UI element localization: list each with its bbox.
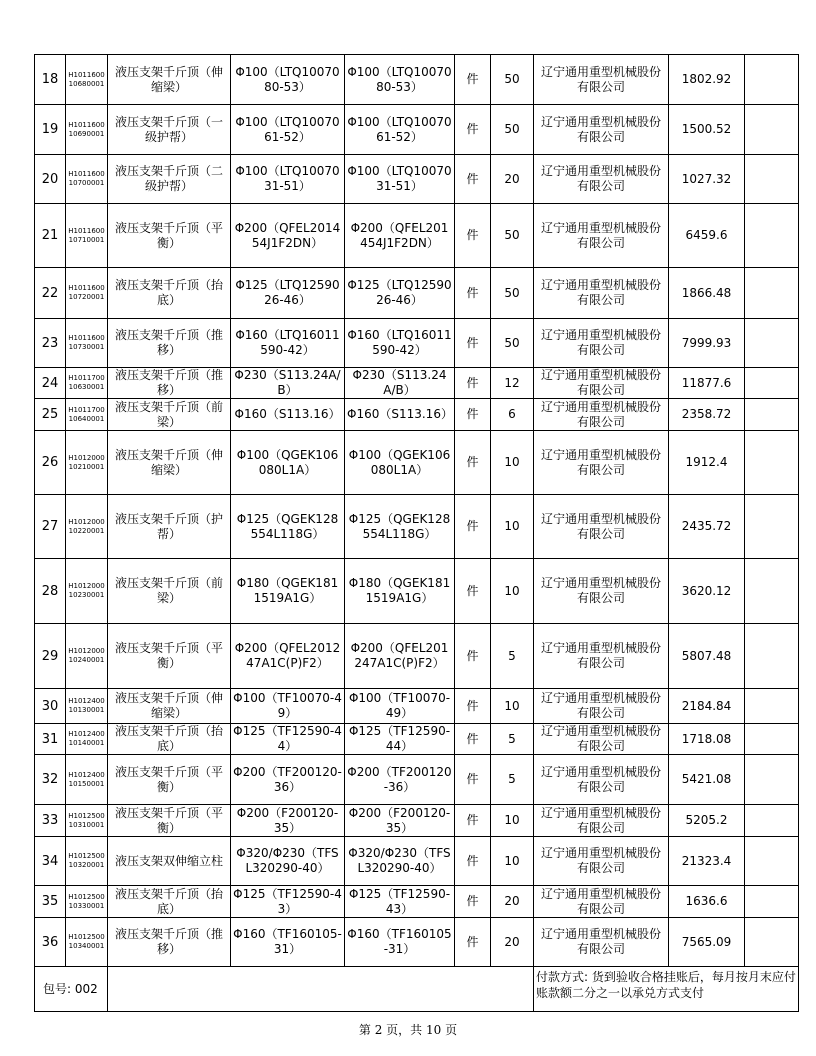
- cell-name: 液压支架千斤顶（抬底）: [108, 268, 231, 319]
- cell-qty: 20: [491, 155, 534, 204]
- cell-model: Φ160（TF160105-31）: [345, 918, 455, 967]
- cell-unit: 件: [455, 559, 491, 624]
- cell-code: H1011600 10720001: [66, 268, 108, 319]
- cell-empty: [745, 431, 799, 495]
- cell-vendor: 辽宁通用重型机械股份有限公司: [534, 918, 669, 967]
- cell-qty: 50: [491, 105, 534, 155]
- cell-name: 液压支架千斤顶（伸缩梁）: [108, 55, 231, 105]
- cell-unit: 件: [455, 724, 491, 755]
- cell-empty: [745, 724, 799, 755]
- cell-no: 23: [35, 319, 66, 368]
- cell-empty: [745, 624, 799, 689]
- table-row: [35, 559, 799, 624]
- cell-empty: [745, 559, 799, 624]
- cell-vendor: 辽宁通用重型机械股份有限公司: [534, 368, 669, 399]
- cell-price: 1718.08: [669, 724, 745, 755]
- cell-name: 液压支架千斤顶（伸缩梁）: [108, 689, 231, 724]
- cell-qty: 10: [491, 837, 534, 886]
- cell-empty: [745, 155, 799, 204]
- cell-empty: [745, 886, 799, 918]
- cell-spec: Φ320/Φ230（TFSL320290-40）: [231, 837, 345, 886]
- price-table: [34, 54, 799, 1012]
- cell-vendor: 辽宁通用重型机械股份有限公司: [534, 886, 669, 918]
- cell-vendor: 辽宁通用重型机械股份有限公司: [534, 755, 669, 805]
- table-row: [35, 886, 799, 918]
- cell-no: 33: [35, 805, 66, 837]
- cell-spec: Φ125（LTQ1259026-46）: [231, 268, 345, 319]
- cell-name: 液压支架千斤顶（一级护帮）: [108, 105, 231, 155]
- cell-name: 液压支架千斤顶（抬底）: [108, 886, 231, 918]
- cell-name: 液压支架千斤顶（推移）: [108, 918, 231, 967]
- cell-model: Φ200（TF200120-36）: [345, 755, 455, 805]
- cell-qty: 6: [491, 399, 534, 431]
- cell-spec: Φ200（F200120-35）: [231, 805, 345, 837]
- cell-no: 29: [35, 624, 66, 689]
- cell-model: Φ200（QFEL201247A1C(P)F2）: [345, 624, 455, 689]
- cell-qty: 20: [491, 918, 534, 967]
- cell-code: H1011600 10680001: [66, 55, 108, 105]
- cell-model: Φ320/Φ230（TFSL320290-40）: [345, 837, 455, 886]
- cell-no: 25: [35, 399, 66, 431]
- cell-vendor: 辽宁通用重型机械股份有限公司: [534, 268, 669, 319]
- cell-code: H1011600 10690001: [66, 105, 108, 155]
- table-body: [35, 55, 799, 967]
- cell-no: 36: [35, 918, 66, 967]
- cell-name: 液压支架双伸缩立柱: [108, 837, 231, 886]
- cell-spec: Φ100（QGEK106080L1A）: [231, 431, 345, 495]
- cell-no: 34: [35, 837, 66, 886]
- cell-vendor: 辽宁通用重型机械股份有限公司: [534, 55, 669, 105]
- cell-vendor: 辽宁通用重型机械股份有限公司: [534, 689, 669, 724]
- cell-qty: 10: [491, 689, 534, 724]
- cell-unit: 件: [455, 268, 491, 319]
- cell-empty: [745, 755, 799, 805]
- cell-code: H1012500 10330001: [66, 886, 108, 918]
- cell-vendor: 辽宁通用重型机械股份有限公司: [534, 399, 669, 431]
- cell-empty: [745, 368, 799, 399]
- cell-unit: 件: [455, 368, 491, 399]
- cell-qty: 10: [491, 495, 534, 559]
- cell-code: H1011700 10630001: [66, 368, 108, 399]
- cell-model: Φ100（TF10070-49）: [345, 689, 455, 724]
- cell-name: 液压支架千斤顶（推移）: [108, 319, 231, 368]
- cell-vendor: 辽宁通用重型机械股份有限公司: [534, 204, 669, 268]
- table-row: [35, 105, 799, 155]
- cell-empty: [745, 689, 799, 724]
- cell-model: Φ100（LTQ1007061-52）: [345, 105, 455, 155]
- cell-model: Φ125（TF12590-44）: [345, 724, 455, 755]
- cell-vendor: 辽宁通用重型机械股份有限公司: [534, 559, 669, 624]
- cell-qty: 10: [491, 431, 534, 495]
- cell-vendor: 辽宁通用重型机械股份有限公司: [534, 431, 669, 495]
- cell-price: 5421.08: [669, 755, 745, 805]
- cell-code: H1011600 10710001: [66, 204, 108, 268]
- cell-name: 液压支架千斤顶（伸缩梁）: [108, 431, 231, 495]
- cell-price: 2184.84: [669, 689, 745, 724]
- table-row: [35, 495, 799, 559]
- cell-no: 18: [35, 55, 66, 105]
- cell-code: H1012500 10340001: [66, 918, 108, 967]
- cell-model: Φ160（S113.16）: [345, 399, 455, 431]
- cell-price: 2358.72: [669, 399, 745, 431]
- cell-spec: Φ100（LTQ1007031-51）: [231, 155, 345, 204]
- table-row: [35, 319, 799, 368]
- cell-code: H1012000 10210001: [66, 431, 108, 495]
- cell-model: Φ180（QGEK1811519A1G）: [345, 559, 455, 624]
- cell-vendor: 辽宁通用重型机械股份有限公司: [534, 319, 669, 368]
- cell-qty: 20: [491, 886, 534, 918]
- cell-name: 液压支架千斤顶（前梁）: [108, 399, 231, 431]
- cell-spec: Φ160（LTQ16011590-42）: [231, 319, 345, 368]
- cell-no: 28: [35, 559, 66, 624]
- cell-unit: 件: [455, 624, 491, 689]
- cell-name: 液压支架千斤顶（平衡）: [108, 755, 231, 805]
- cell-qty: 50: [491, 319, 534, 368]
- cell-unit: 件: [455, 495, 491, 559]
- cell-name: 液压支架千斤顶（护帮）: [108, 495, 231, 559]
- cell-code: H1012500 10320001: [66, 837, 108, 886]
- cell-empty: [745, 319, 799, 368]
- cell-spec: Φ200（QFEL201454J1F2DN）: [231, 204, 345, 268]
- cell-vendor: 辽宁通用重型机械股份有限公司: [534, 105, 669, 155]
- cell-price: 1866.48: [669, 268, 745, 319]
- cell-unit: 件: [455, 886, 491, 918]
- cell-name: 液压支架千斤顶（平衡）: [108, 805, 231, 837]
- blank-cell: [108, 967, 534, 1012]
- table-row: [35, 837, 799, 886]
- cell-unit: 件: [455, 155, 491, 204]
- summary-row: [35, 967, 799, 1012]
- cell-code: H1012400 10130001: [66, 689, 108, 724]
- cell-price: 1636.6: [669, 886, 745, 918]
- page-number: 第 2 页，共 10 页: [358, 1023, 458, 1037]
- cell-code: H1012000 10230001: [66, 559, 108, 624]
- cell-name: 液压支架千斤顶（二级护帮）: [108, 155, 231, 204]
- cell-no: 22: [35, 268, 66, 319]
- cell-no: 26: [35, 431, 66, 495]
- cell-no: 35: [35, 886, 66, 918]
- cell-model: Φ160（LTQ16011590-42）: [345, 319, 455, 368]
- table-row: [35, 805, 799, 837]
- cell-unit: 件: [455, 204, 491, 268]
- cell-price: 5807.48: [669, 624, 745, 689]
- cell-spec: Φ125（TF12590-44）: [231, 724, 345, 755]
- cell-qty: 12: [491, 368, 534, 399]
- cell-price: 7565.09: [669, 918, 745, 967]
- cell-spec: Φ200（TF200120-36）: [231, 755, 345, 805]
- cell-price: 7999.93: [669, 319, 745, 368]
- table-row: [35, 155, 799, 204]
- cell-spec: Φ160（TF160105-31）: [231, 918, 345, 967]
- cell-price: 21323.4: [669, 837, 745, 886]
- cell-name: 液压支架千斤顶（平衡）: [108, 624, 231, 689]
- table-row: [35, 204, 799, 268]
- cell-price: 1802.92: [669, 55, 745, 105]
- cell-code: H1011700 10640001: [66, 399, 108, 431]
- cell-empty: [745, 495, 799, 559]
- cell-price: 1027.32: [669, 155, 745, 204]
- cell-unit: 件: [455, 689, 491, 724]
- cell-vendor: 辽宁通用重型机械股份有限公司: [534, 624, 669, 689]
- cell-price: 5205.2: [669, 805, 745, 837]
- cell-model: Φ100（QGEK106080L1A）: [345, 431, 455, 495]
- cell-spec: Φ100（LTQ1007080-53）: [231, 55, 345, 105]
- table-row: [35, 755, 799, 805]
- cell-vendor: 辽宁通用重型机械股份有限公司: [534, 155, 669, 204]
- cell-empty: [745, 105, 799, 155]
- cell-spec: Φ125（QGEK128554L118G）: [231, 495, 345, 559]
- cell-spec: Φ100（LTQ1007061-52）: [231, 105, 345, 155]
- cell-model: Φ125（TF12590-43）: [345, 886, 455, 918]
- cell-vendor: 辽宁通用重型机械股份有限公司: [534, 837, 669, 886]
- cell-empty: [745, 837, 799, 886]
- table-row: [35, 624, 799, 689]
- cell-qty: 10: [491, 805, 534, 837]
- cell-unit: 件: [455, 55, 491, 105]
- table-row: [35, 268, 799, 319]
- cell-unit: 件: [455, 105, 491, 155]
- cell-spec: Φ230（S113.24A/B）: [231, 368, 345, 399]
- cell-model: Φ200（QFEL201454J1F2DN）: [345, 204, 455, 268]
- cell-unit: 件: [455, 755, 491, 805]
- cell-name: 液压支架千斤顶（推移）: [108, 368, 231, 399]
- cell-no: 19: [35, 105, 66, 155]
- cell-qty: 5: [491, 724, 534, 755]
- cell-unit: 件: [455, 431, 491, 495]
- cell-name: 液压支架千斤顶（平衡）: [108, 204, 231, 268]
- cell-vendor: 辽宁通用重型机械股份有限公司: [534, 724, 669, 755]
- cell-code: H1011600 10700001: [66, 155, 108, 204]
- cell-model: Φ230（S113.24A/B）: [345, 368, 455, 399]
- cell-model: Φ125（QGEK128554L118G）: [345, 495, 455, 559]
- payment-terms: 付款方式: 货到验收合格挂账后，每月按月末应付账款额二分之一以承兑方式支付: [534, 967, 799, 1012]
- cell-model: Φ125（LTQ1259026-46）: [345, 268, 455, 319]
- cell-empty: [745, 805, 799, 837]
- cell-price: 1912.4: [669, 431, 745, 495]
- table-row: [35, 399, 799, 431]
- cell-empty: [745, 55, 799, 105]
- cell-unit: 件: [455, 319, 491, 368]
- cell-unit: 件: [455, 918, 491, 967]
- table-row: [35, 724, 799, 755]
- cell-no: 31: [35, 724, 66, 755]
- cell-qty: 10: [491, 559, 534, 624]
- cell-no: 32: [35, 755, 66, 805]
- cell-qty: 50: [491, 204, 534, 268]
- cell-price: 6459.6: [669, 204, 745, 268]
- cell-vendor: 辽宁通用重型机械股份有限公司: [534, 805, 669, 837]
- cell-no: 27: [35, 495, 66, 559]
- cell-code: H1012400 10140001: [66, 724, 108, 755]
- cell-price: 11877.6: [669, 368, 745, 399]
- cell-no: 21: [35, 204, 66, 268]
- cell-code: H1012500 10310001: [66, 805, 108, 837]
- cell-model: Φ200（F200120-35）: [345, 805, 455, 837]
- cell-unit: 件: [455, 399, 491, 431]
- cell-code: H1012000 10220001: [66, 495, 108, 559]
- cell-spec: Φ125（TF12590-43）: [231, 886, 345, 918]
- cell-empty: [745, 918, 799, 967]
- cell-code: H1011600 10730001: [66, 319, 108, 368]
- cell-name: 液压支架千斤顶（抬底）: [108, 724, 231, 755]
- cell-model: Φ100（LTQ1007031-51）: [345, 155, 455, 204]
- cell-unit: 件: [455, 805, 491, 837]
- package-label: 包号: 002: [35, 967, 108, 1012]
- cell-code: H1012000 10240001: [66, 624, 108, 689]
- cell-no: 24: [35, 368, 66, 399]
- cell-empty: [745, 204, 799, 268]
- table-row: [35, 431, 799, 495]
- table-row: [35, 918, 799, 967]
- cell-unit: 件: [455, 837, 491, 886]
- cell-spec: Φ180（QGEK1811519A1G）: [231, 559, 345, 624]
- cell-qty: 50: [491, 55, 534, 105]
- cell-no: 30: [35, 689, 66, 724]
- cell-vendor: 辽宁通用重型机械股份有限公司: [534, 495, 669, 559]
- cell-model: Φ100（LTQ1007080-53）: [345, 55, 455, 105]
- cell-qty: 5: [491, 624, 534, 689]
- cell-empty: [745, 399, 799, 431]
- cell-name: 液压支架千斤顶（前梁）: [108, 559, 231, 624]
- cell-price: 1500.52: [669, 105, 745, 155]
- table-row: [35, 55, 799, 105]
- cell-price: 2435.72: [669, 495, 745, 559]
- cell-code: H1012400 10150001: [66, 755, 108, 805]
- cell-spec: Φ200（QFEL201247A1C(P)F2）: [231, 624, 345, 689]
- cell-empty: [745, 268, 799, 319]
- cell-qty: 50: [491, 268, 534, 319]
- table-row: [35, 689, 799, 724]
- cell-spec: Φ160（S113.16）: [231, 399, 345, 431]
- cell-price: 3620.12: [669, 559, 745, 624]
- cell-no: 20: [35, 155, 66, 204]
- cell-spec: Φ100（TF10070-49）: [231, 689, 345, 724]
- table-row: [35, 368, 799, 399]
- cell-qty: 5: [491, 755, 534, 805]
